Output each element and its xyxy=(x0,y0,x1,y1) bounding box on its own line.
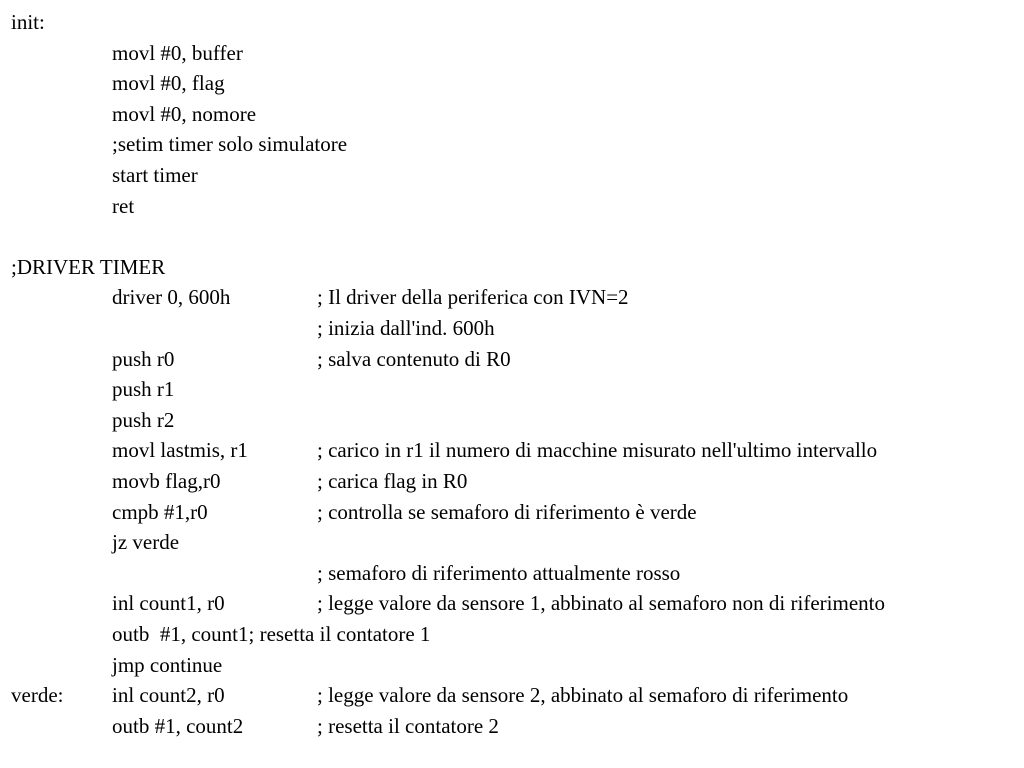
code-instruction: jz verde xyxy=(112,530,180,555)
code-line xyxy=(0,527,1024,558)
code-label: init: xyxy=(11,10,45,34)
code-line xyxy=(0,160,1024,191)
code-line xyxy=(0,374,1024,405)
code-line xyxy=(0,252,1024,283)
code-label: verde: xyxy=(11,683,64,708)
code-line xyxy=(0,282,1024,313)
code-instruction: movl #0, flag xyxy=(112,71,225,96)
code-instruction: push r0 xyxy=(112,346,175,371)
code-instruction: cmpb #1,r0 xyxy=(112,499,208,524)
code-line xyxy=(0,588,1024,619)
code-label: ;DRIVER TIMER xyxy=(11,254,166,279)
code-line xyxy=(0,497,1024,528)
code-line xyxy=(0,405,1024,436)
code-line xyxy=(0,7,1024,38)
code-instruction: ret xyxy=(112,193,135,218)
code-instruction: driver 0, 600h xyxy=(112,285,231,310)
code-instruction: movl #0, buffer xyxy=(112,40,243,65)
code-line xyxy=(0,129,1024,160)
code-line xyxy=(0,38,1024,69)
code-line xyxy=(0,435,1024,466)
code-instruction: push r1 xyxy=(112,377,175,402)
code-instruction: inl count1, r0 xyxy=(112,591,225,616)
code-instruction: movb flag,r0 xyxy=(112,469,221,493)
code-line xyxy=(0,99,1024,130)
code-line xyxy=(0,650,1024,681)
code-comment: ; legge valore da sensore 1, abbinato al semaforo non di riferimento xyxy=(317,591,885,616)
code-comment: ; controlla se semaforo di riferimento è verde xyxy=(317,499,697,524)
code-comment: ; resetta il contatore 2 xyxy=(317,713,499,738)
code-comment: ; legge valore da sensore 2, abbinato al semaforo di riferimento xyxy=(317,683,849,708)
code-instruction: movl #0, nomore xyxy=(112,101,257,126)
code-instruction: push r2 xyxy=(112,407,175,432)
code-line xyxy=(0,313,1024,344)
code-comment: ; inizia dall'ind. 600h xyxy=(317,316,495,340)
code-line xyxy=(0,619,1024,650)
code-line xyxy=(0,466,1024,497)
code-comment: ; carico in r1 il numero di macchine misurato nell'ultimo intervallo xyxy=(317,438,878,463)
code-instruction: movl lastmis, r1 xyxy=(112,438,248,463)
code-line xyxy=(0,344,1024,375)
code-instruction: inl count2, r0 xyxy=(112,683,225,708)
code-instruction: start timer xyxy=(112,163,198,187)
code-instruction: outb #1, count2 xyxy=(112,713,244,738)
code-line xyxy=(0,221,1024,252)
code-line xyxy=(0,680,1024,711)
code-comment: ; semaforo di riferimento attualmente rosso xyxy=(317,560,681,585)
code-instruction: jmp continue xyxy=(112,652,223,677)
code-line xyxy=(0,68,1024,99)
code-instruction: outb #1, count1; resetta il contatore 1 xyxy=(112,622,431,646)
code-line xyxy=(0,558,1024,589)
code-line xyxy=(0,191,1024,222)
code-comment: ; salva contenuto di R0 xyxy=(317,346,511,371)
code-instruction: ;setim timer solo simulatore xyxy=(112,132,348,157)
code-comment: ; carica flag in R0 xyxy=(317,469,468,493)
code-comment: ; Il driver della periferica con IVN=2 xyxy=(317,285,629,310)
code-line xyxy=(0,711,1024,742)
